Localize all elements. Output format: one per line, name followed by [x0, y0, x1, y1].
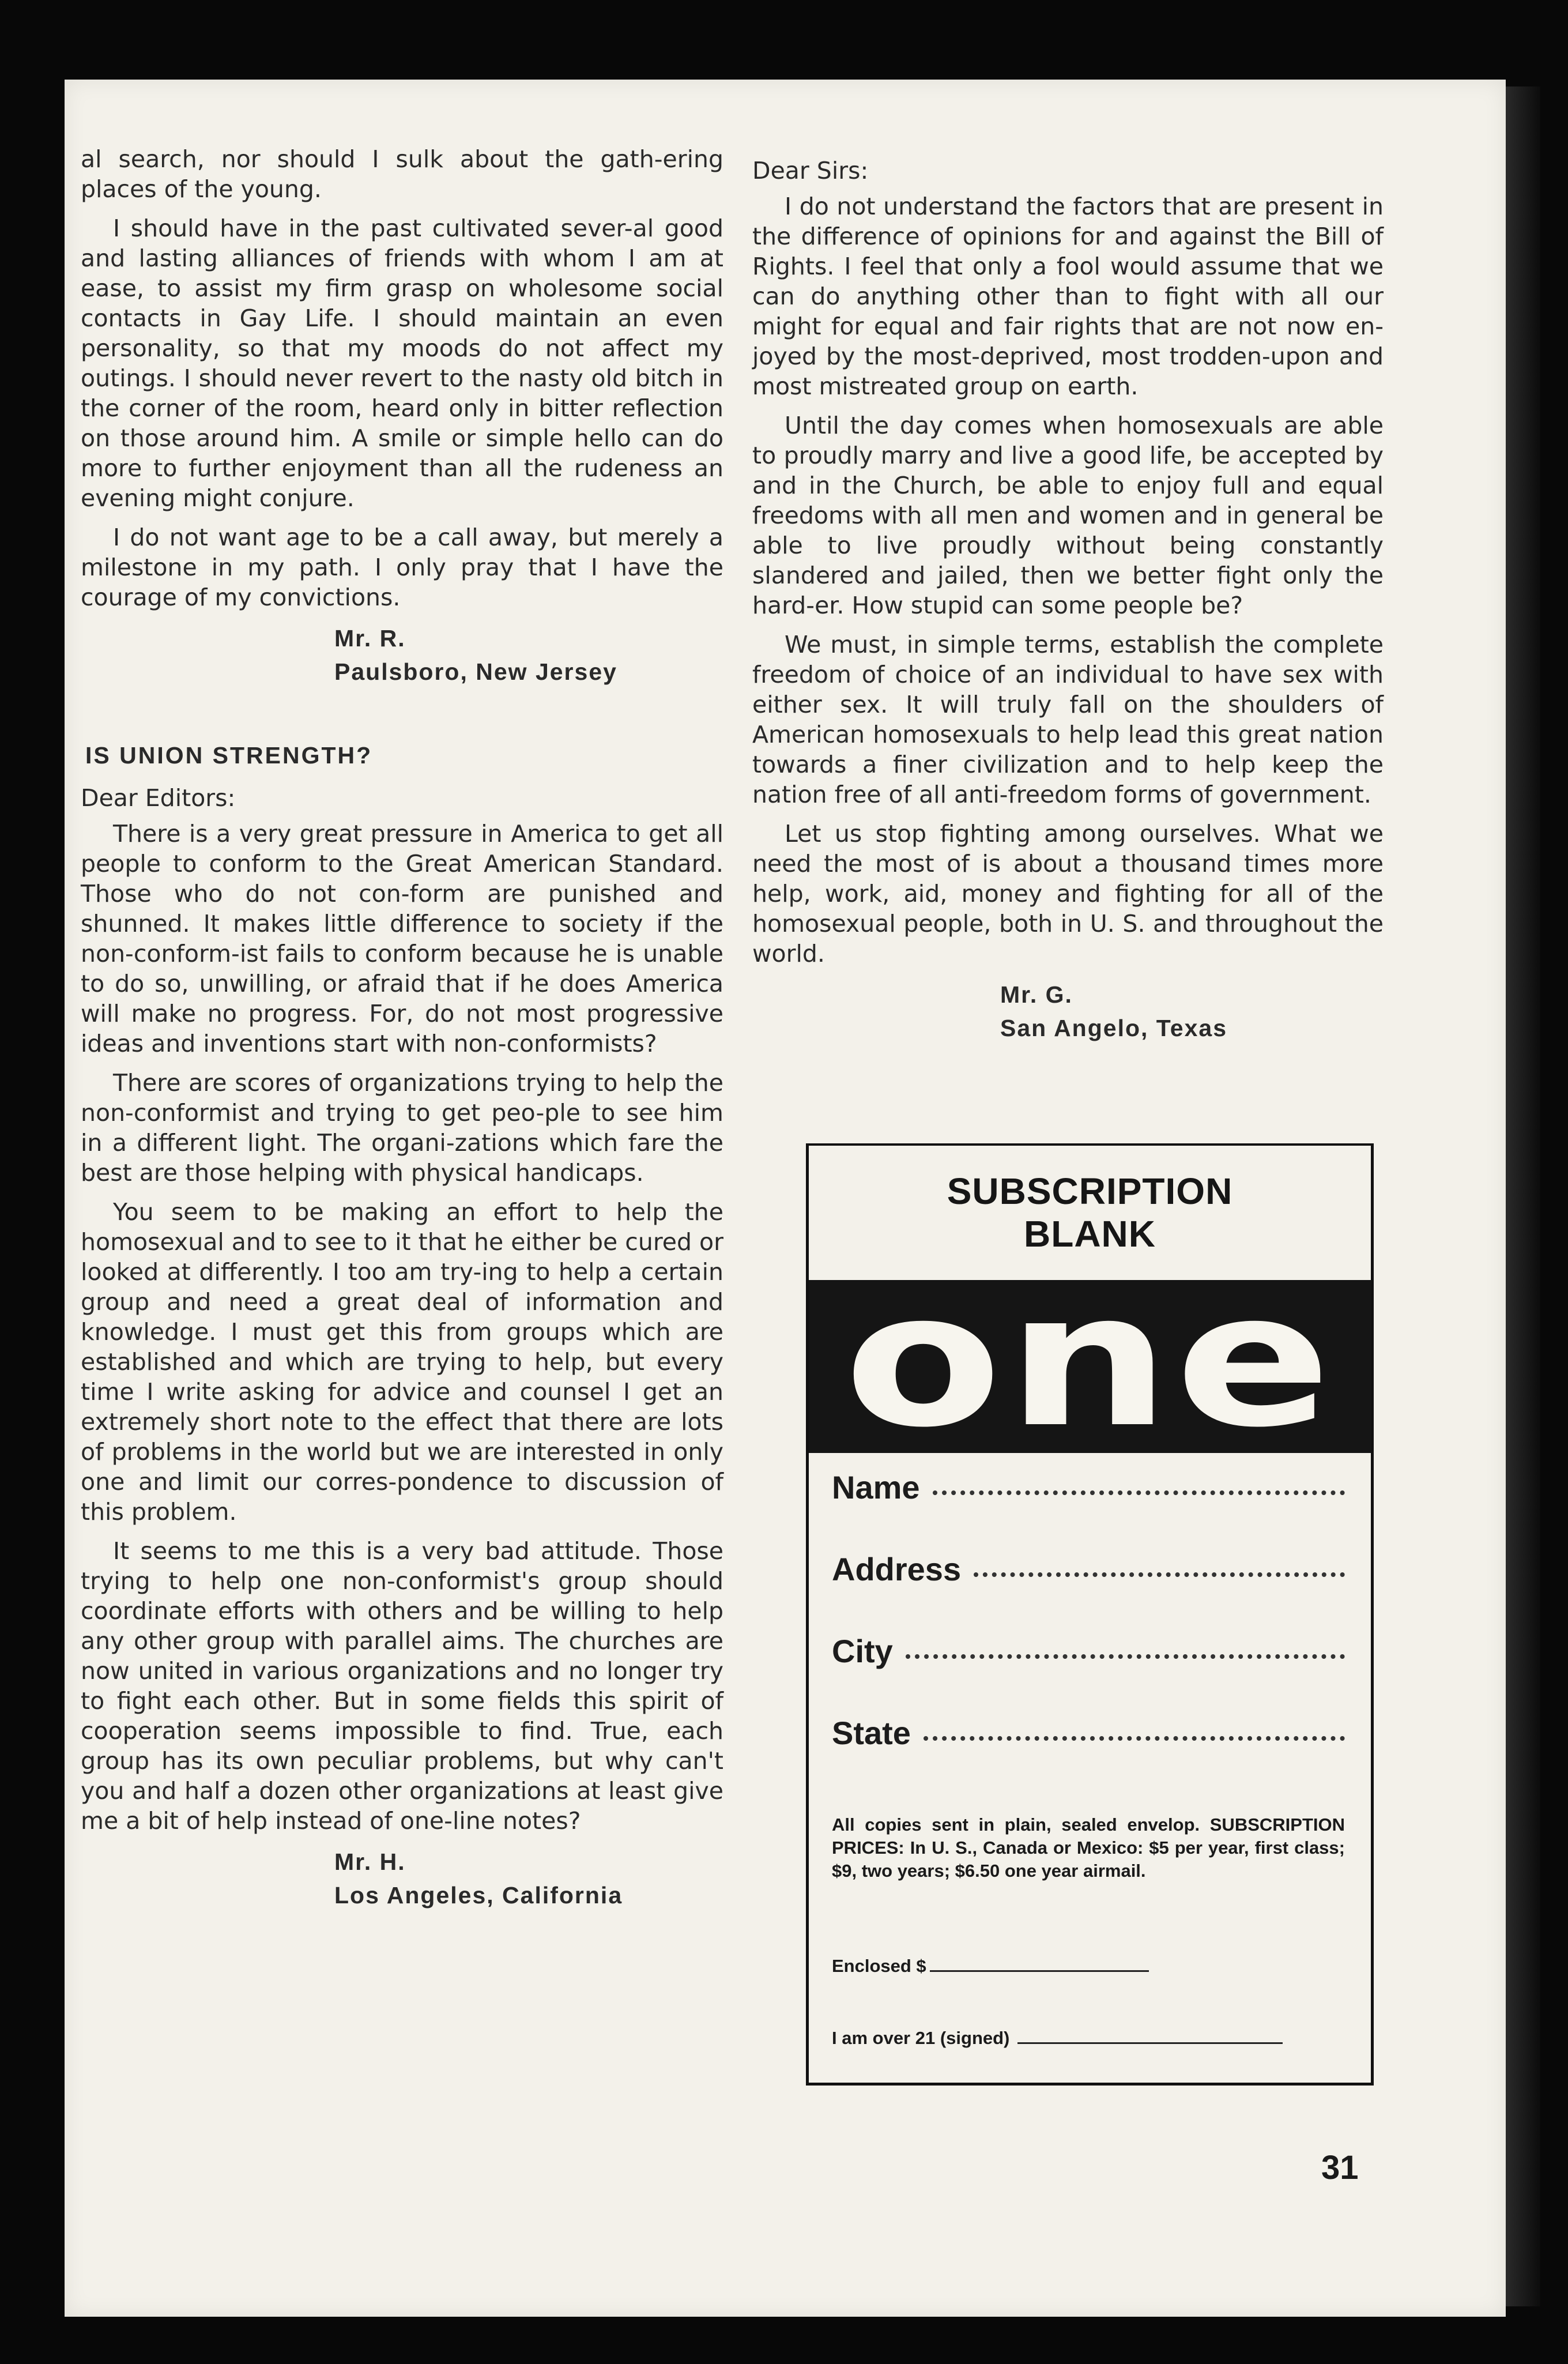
letter2-paragraph: There is a very great pressure in America to get all people to conform to the Great American Standard. Those who do not con-form are punished and shunned. It makes little difference to society if the non-conform-ist fails to conform because he is unable to do so, unwilling, or afraid that if he does America will make no progress. For, do not most progressive ideas and inventions start with non-conformists? — [81, 820, 723, 1057]
field-label: State — [832, 1715, 911, 1751]
letter1-paragraph: al search, nor should I sulk about the gath-ering places of the young. — [81, 145, 723, 203]
right-column — [752, 156, 1384, 1068]
letter3-paragraph: Until the day comes when homosexuals are able to proudly marry and live a good life, be accepted by and in the Church, be able to enjoy full and equal freedoms with all men and women and in general be able to live proudly without being constantly slandered and jailed, then we better fight only the hard-er. How stupid can some people be? — [752, 412, 1384, 619]
dotted-leader — [933, 1490, 1345, 1495]
letter1-paragraph: I do not want age to be a call away, but merely a milestone in my path. I only pray that I have the courage of my convictions. — [81, 524, 723, 611]
state-field[interactable] — [832, 1714, 1345, 1796]
page-edge-shadow — [1506, 86, 1540, 2306]
one-logo: one — [843, 1253, 1336, 1468]
one-logo-band — [809, 1253, 1371, 1468]
letter2-salutation: Dear Editors: — [81, 784, 236, 812]
enclosed-line — [930, 1970, 1149, 1972]
letter1-signature — [334, 622, 723, 688]
letter3-paragraph: Let us stop fighting among ourselves. What we need the most of is about a thousand times more help, work, aid, money and fighting for all of the homosexual people, both in U. S. and throughout the world. — [752, 820, 1384, 968]
letter2-paragraph: There are scores of organizations trying to help the non-conformist and trying to get peo-ple to see him in a different light. The organi-zations which fare the best are those helping with physical handicaps. — [81, 1069, 723, 1187]
name-field[interactable] — [832, 1469, 1345, 1550]
field-label: City — [832, 1633, 893, 1669]
dotted-leader — [974, 1572, 1345, 1577]
subscription-title-line: SUBSCRIPTION — [947, 1170, 1233, 1212]
signature-line — [1017, 2042, 1283, 2044]
dotted-leader — [924, 1736, 1345, 1741]
address-field[interactable] — [832, 1550, 1345, 1632]
letter3-paragraph: We must, in simple terms, establish the complete freedom of choice of an individual to have sex with either sex. It will truly fall on the shoulders of American homosexuals to help lead this great nation towards a finer civilization and to help keep the nation free of all anti-freedom forms of government. — [752, 631, 1384, 808]
letter3-signature — [1000, 978, 1384, 1045]
subscription-title-line: BLANK — [1024, 1213, 1156, 1255]
signature-name: Mr. R. — [334, 625, 406, 652]
signature-place: Paulsboro, New Jersey — [334, 658, 617, 685]
signature-place: Los Angeles, California — [334, 1882, 623, 1908]
letter1-paragraph: I should have in the past cultivated sever-al good and lasting alliances of friends with whom I am at ease, to assist my firm grasp on wholesome social contacts in Gay Life. I should maintain an even personality, so that my moods do not affect my outings. I should never revert to the nasty old bitch in the corner of the room, heard only in bitter reflection on those around him. A smile or simple hello can do more to further enjoyment than all the rudeness an evening might conjure. — [81, 214, 723, 512]
enclosed-amount-field[interactable] — [832, 1956, 1345, 1977]
signature-place: San Angelo, Texas — [1000, 1015, 1227, 1041]
subscription-fields — [832, 1469, 1345, 1796]
letter3-salutation: Dear Sirs: — [752, 157, 869, 185]
enclosed-label: Enclosed $ — [832, 1956, 926, 1976]
field-label: Address — [832, 1551, 962, 1587]
letter2-heading: IS UNION STRENGTH? — [85, 742, 373, 769]
page-number: 31 — [1321, 2149, 1359, 2186]
subscription-blank — [806, 1143, 1374, 2086]
letter2-paragraph: It seems to me this is a very bad attitude. Those trying to help one non-conformist's group should coordinate efforts with others and be willing to help any other group with parallel aims. The churches are now united in various organizations and no longer try to fight each other. But in some fields this spirit of cooperation seems impossible to find. True, each group has its own peculiar problems, but why can't you and half a dozen other organizations at least give me a bit of help instead of one-line notes? — [81, 1537, 723, 1835]
field-label: Name — [832, 1469, 920, 1505]
letter2-paragraph: You seem to be making an effort to help the homosexual and to see to it that he either be cured or looked at differently. I too am try-ing to help a certain group and need a great deal of information and knowledge. I must get this from groups which are established and which are trying to help, but every time I write asking for advice and counsel I get an extremely short note to the effect that there are lots of problems in the world but we are interested in only one and limit our corres-pondence to discussion of this problem. — [81, 1198, 723, 1526]
city-field[interactable] — [832, 1632, 1345, 1714]
signed-label: I am over 21 (signed) — [832, 2028, 1010, 2048]
dotted-leader — [906, 1654, 1345, 1659]
letter2-signature — [334, 1845, 723, 1912]
signature-field[interactable] — [832, 2028, 1345, 2049]
subscription-fine-print: All copies sent in plain, sealed envelop. SUBSCRIPTION PRICES: In U. S., Canada or Mexico: $5 per year, first class; $9, two years; $6.50 one year airmail. — [832, 1815, 1345, 1881]
signature-name: Mr. H. — [334, 1849, 406, 1875]
left-column — [81, 144, 723, 1935]
letter3-paragraph: I do not understand the factors that are present in the difference of opinions for and against the Bill of Rights. I feel that only a fool would assume that we can do anything other than to fight with all our might for equal and fair rights that are not now en-joyed by the most-deprived, most trodden-upon and most mistreated group on earth. — [752, 193, 1384, 400]
signature-name: Mr. G. — [1000, 981, 1073, 1008]
